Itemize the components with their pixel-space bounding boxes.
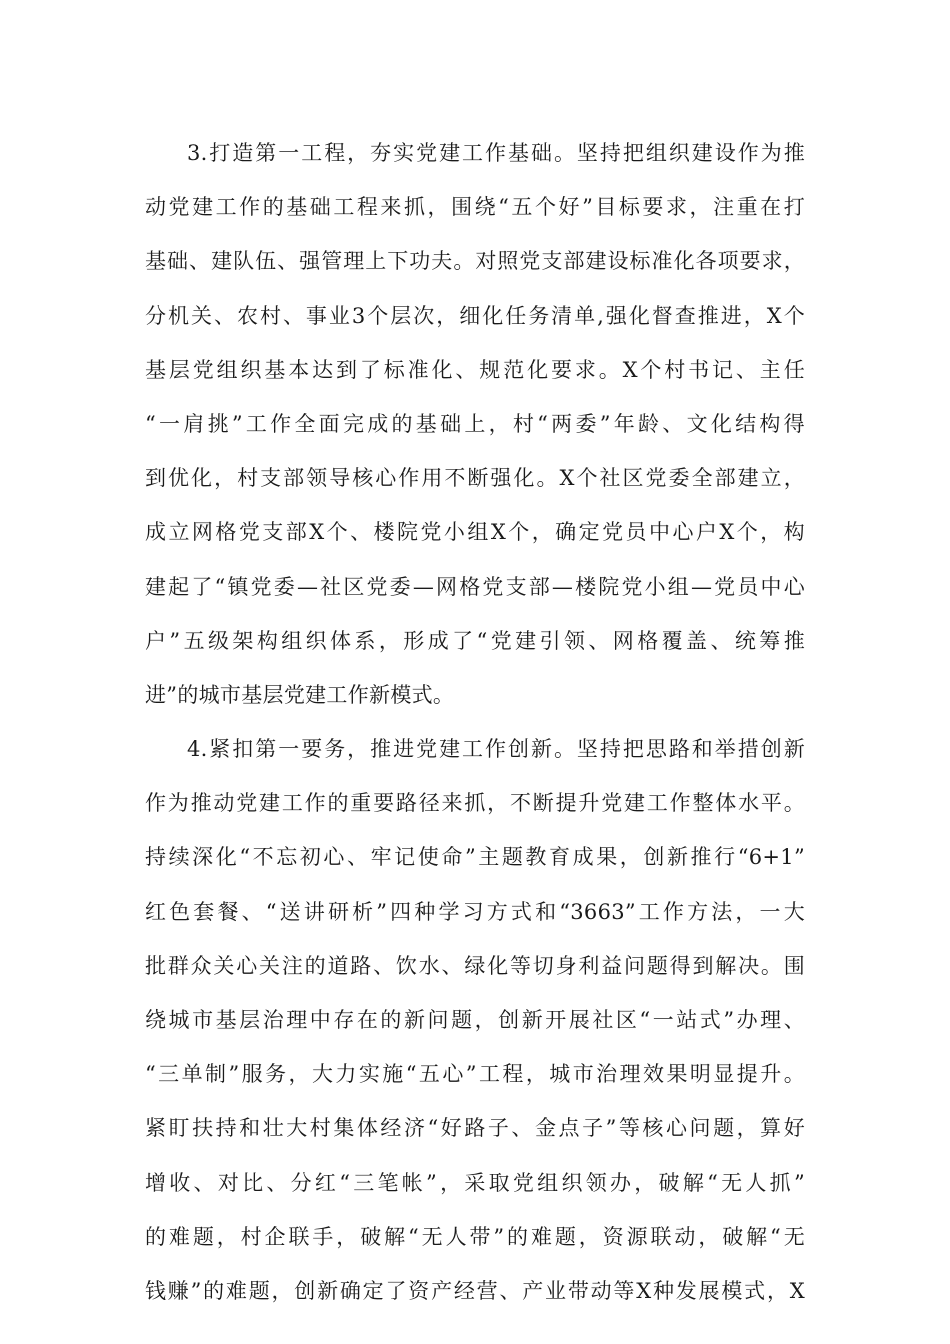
- paragraph-2-line-7: “三单制”服务，大力实施“五心”工程，城市治理效果明显提升。: [145, 1062, 805, 1087]
- paragraph-1-line-6: “一肩挑”工作全面完成的基础上，村“两委”年龄、文化结构得: [145, 411, 805, 436]
- paragraph-1-line-7: 到优化，村支部领导核心作用不断强化。X个社区党委全部建立，: [145, 466, 805, 491]
- paragraph-1-line-3: 基础、建队伍、强管理上下功夫。对照党支部建设标准化各项要求，: [145, 249, 805, 274]
- paragraph-1-line-9: 建起了“镇党委—社区党委—网格党支部—楼院党小组—党员中心: [145, 574, 805, 599]
- document-body: [145, 126, 805, 1318]
- paragraph-1-line-5: 基层党组织基本达到了标准化、规范化要求。X个村书记、主任: [145, 357, 805, 382]
- paragraph-2-line-6: 绕城市基层治理中存在的新问题，创新开展社区“一站式”办理、: [145, 1008, 805, 1032]
- paragraph-2-line-9: 增收、对比、分红“三笔帐”，采取党组织领办，破解“无人抓”: [145, 1170, 805, 1195]
- paragraph-1-line-10: 户”五级架构组织体系，形成了“党建引领、网格覆盖、统筹推: [145, 628, 805, 653]
- paragraph-2-line-8: 紧盯扶持和壮大村集体经济“好路子、金点子”等核心问题，算好: [145, 1116, 805, 1141]
- paragraph-2-line-10: 的难题，村企联手，破解“无人带”的难题，资源联动，破解“无: [145, 1224, 805, 1249]
- paragraph-2-line-1: 4.紧扣第一要务，推进党建工作创新。坚持把思路和举措创新: [187, 737, 805, 762]
- paragraph-1-line-1: 3.打造第一工程，夯实党建工作基础。坚持把组织建设作为推: [187, 141, 805, 165]
- paragraph-2-line-4: 红色套餐、“送讲研析”四种学习方式和“3663”工作方法，一大: [145, 899, 805, 924]
- paragraph-2-line-11: 钱赚”的难题，创新确定了资产经营、产业带动等X种发展模式，X: [145, 1278, 805, 1303]
- paragraph-1-line-4: 分机关、农村、事业3个层次，细化任务清单,强化督查推进，X个: [145, 303, 805, 328]
- paragraph-1-line-2: 动党建工作的基础工程来抓，围绕“五个好”目标要求，注重在打: [145, 195, 805, 220]
- paragraph-2-line-2: 作为推动党建工作的重要路径来抓，不断提升党建工作整体水平。: [145, 791, 805, 816]
- paragraph-2-line-3: 持续深化“不忘初心、牢记使命”主题教育成果，创新推行“6+1”: [145, 845, 805, 870]
- paragraph-1-line-11: 进”的城市基层党建工作新模式。: [145, 682, 455, 707]
- paragraph-1-line-8: 成立网格党支部X个、楼院党小组X个，确定党员中心户X个，构: [145, 520, 805, 545]
- paragraph-2-line-5: 批群众关心关注的道路、饮水、绿化等切身利益问题得到解决。围: [145, 953, 805, 978]
